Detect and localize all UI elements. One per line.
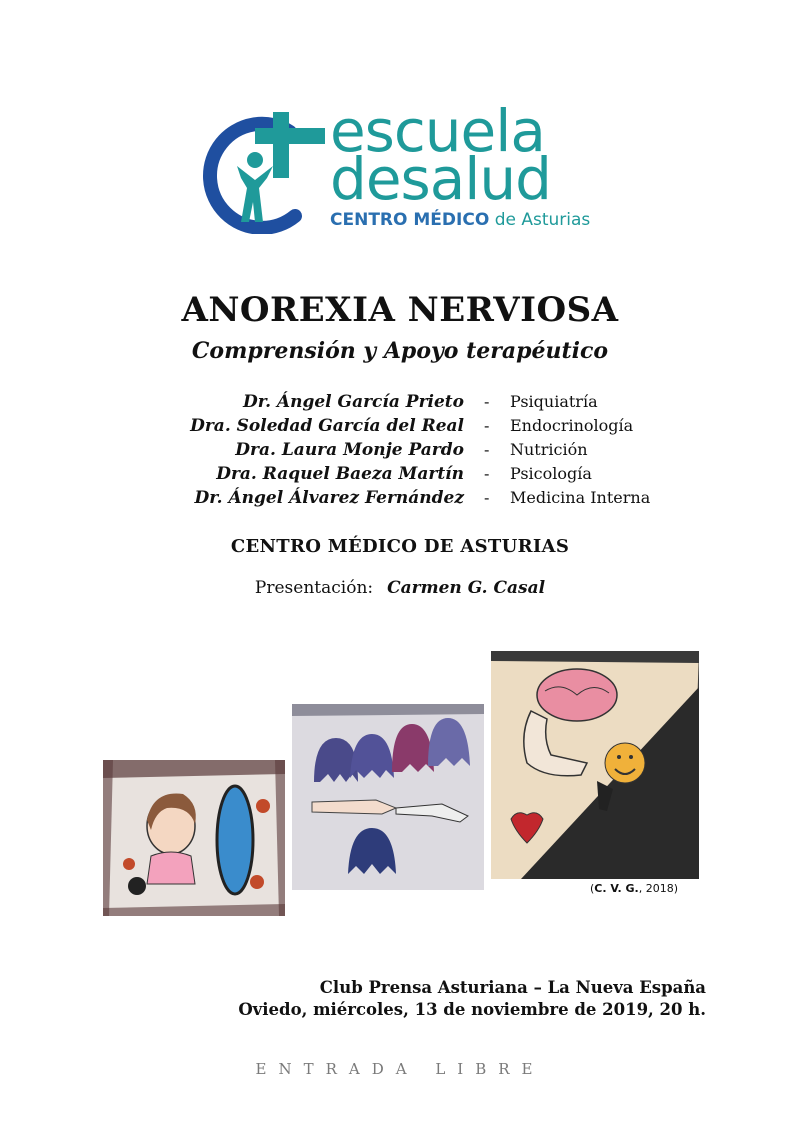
illustration-credit <box>590 882 678 895</box>
venue: Club Prensa Asturiana – La Nueva España <box>319 978 706 997</box>
speaker-name: Dr. Ángel Álvarez Fernández <box>194 488 464 508</box>
speaker-dash: - <box>484 416 490 435</box>
drawing-girl-mirror <box>103 760 285 916</box>
logo-subtitle <box>330 212 590 229</box>
logo-emblem-icon <box>195 104 330 234</box>
logo-desalud-text: desalud <box>330 145 551 213</box>
speaker-dash: - <box>484 464 490 483</box>
speaker-specialty: Endocrinología <box>510 416 634 435</box>
speaker-dash: - <box>484 392 490 411</box>
speaker-row <box>0 440 800 464</box>
speaker-name: Dra. Laura Monje Pardo <box>235 440 464 460</box>
escuela-de-salud-logo <box>195 97 605 240</box>
speaker-name: Dra. Soledad García del Real <box>190 416 464 436</box>
page-title: ANOREXIA NERVIOSA <box>181 290 619 330</box>
speaker-name: Dr. Ángel García Prieto <box>242 392 464 412</box>
page-subtitle: Comprensión y Apoyo terapéutico <box>191 338 609 364</box>
speaker-row <box>0 488 800 512</box>
logo-sub-rest: de Asturias <box>494 210 591 230</box>
drawing-ghosts-hands <box>292 704 484 890</box>
presentation-line <box>0 578 800 598</box>
speaker-dash: - <box>484 488 490 507</box>
speaker-row <box>0 392 800 416</box>
center-name: CENTRO MÉDICO DE ASTURIAS <box>230 536 570 557</box>
credit-initials: C. V. G. <box>594 882 639 895</box>
logo-sub-bold: CENTRO MÉDICO <box>330 210 490 230</box>
drawing-brain-arm-sun <box>491 651 699 879</box>
speaker-specialty: Medicina Interna <box>510 488 651 507</box>
presenter-name: Carmen G. Casal <box>387 578 546 598</box>
speaker-dash: - <box>484 440 490 459</box>
speaker-specialty: Nutrición <box>510 440 588 459</box>
presentation-label: Presentación: <box>254 578 374 598</box>
speaker-row <box>0 464 800 488</box>
speaker-name: Dra. Raquel Baeza Martín <box>216 464 464 484</box>
speaker-row <box>0 416 800 440</box>
credit-rest: , 2018) <box>638 882 678 895</box>
logo-escuela-text: escuela <box>330 97 545 165</box>
speaker-specialty: Psicología <box>510 464 592 483</box>
speaker-specialty: Psiquiatría <box>510 392 598 411</box>
credit-open: ( <box>590 882 595 895</box>
free-entry: ENTRADA LIBRE <box>255 1060 545 1078</box>
event-date: Oviedo, miércoles, 13 de noviembre de 2019, 20 h. <box>238 1000 706 1019</box>
